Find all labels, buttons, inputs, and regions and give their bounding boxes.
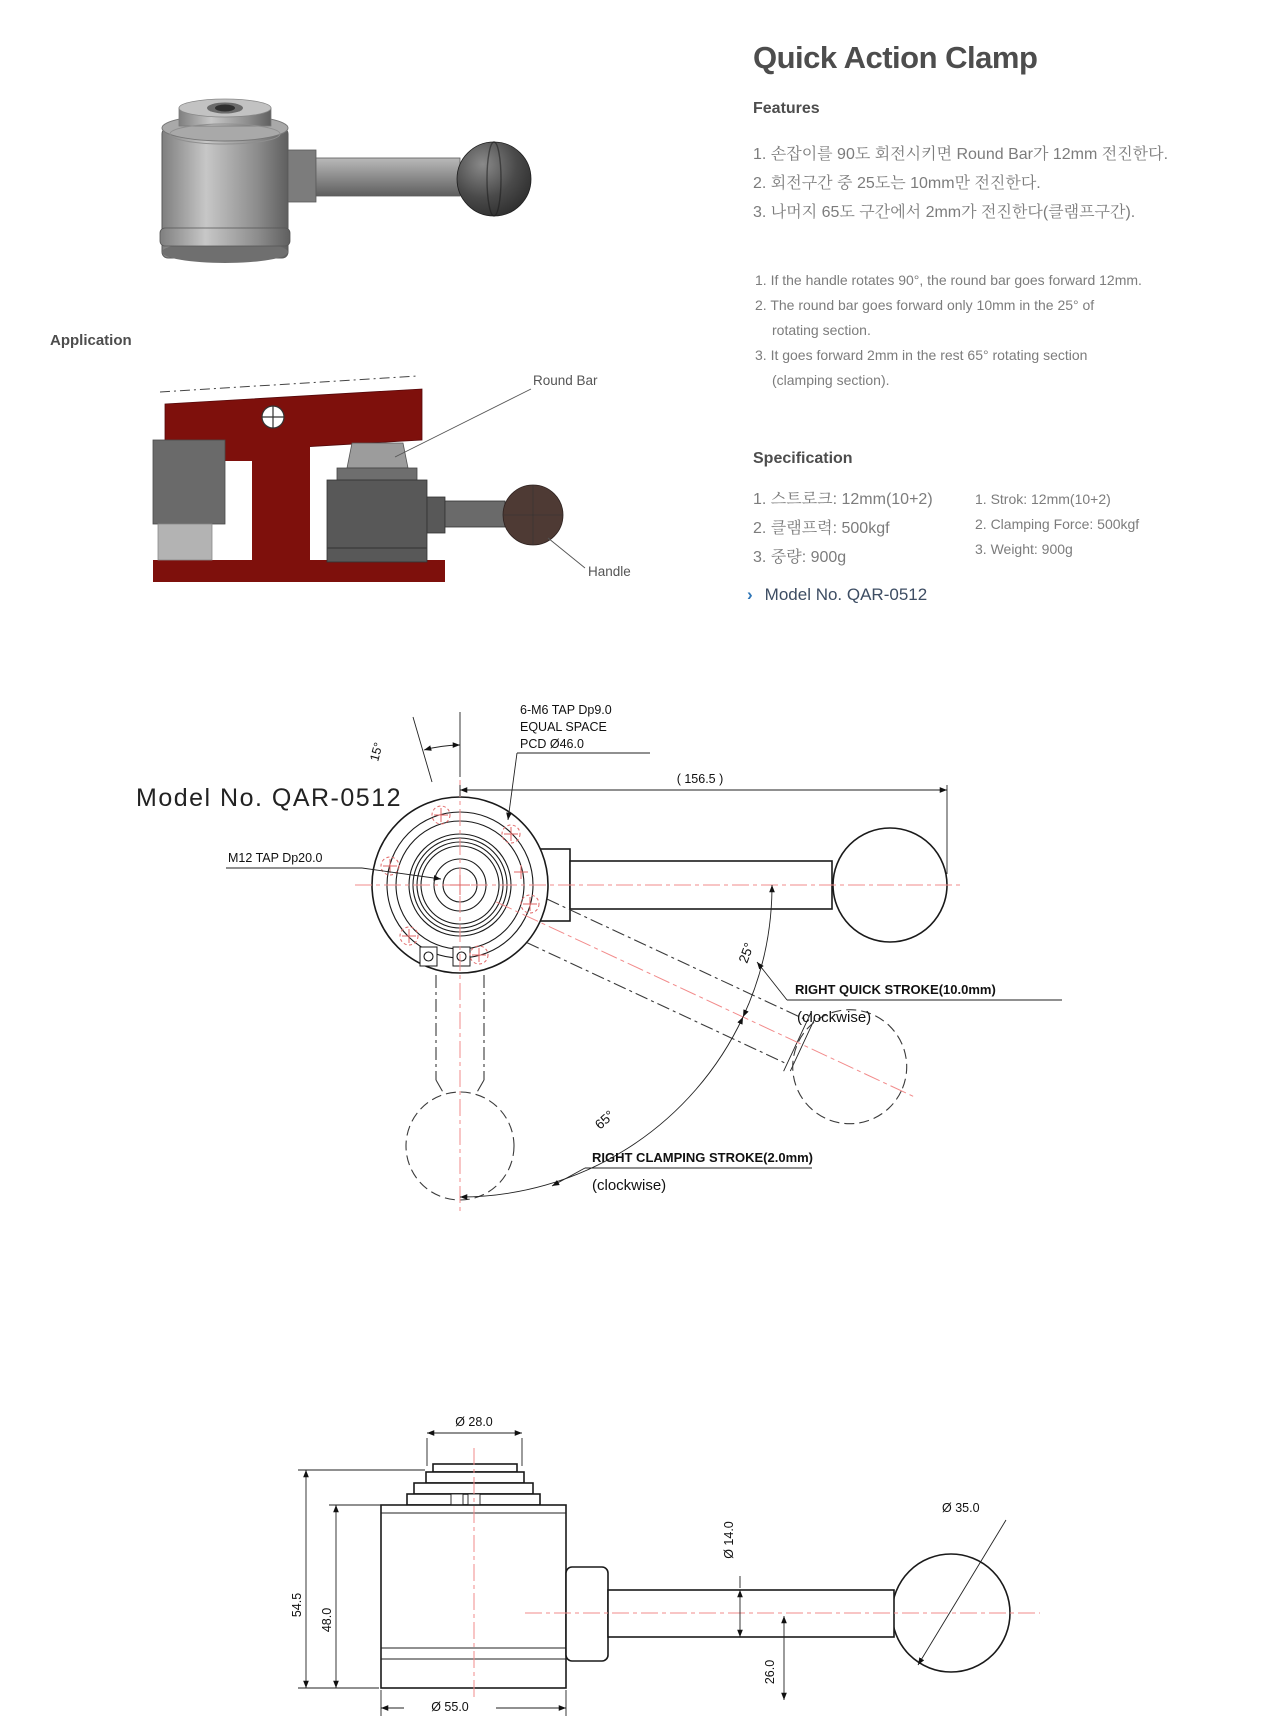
spec-korean-list [753,485,993,572]
clamping-stroke-callout [552,1150,813,1194]
side-view-drawing [0,1395,1285,1728]
quick-stroke-direction: (clockwise) [797,1009,872,1026]
workpiece-block [153,440,225,524]
dim-48-text: 48.0 [320,1607,334,1633]
tap-note-line3: PCD Ø46.0 [520,737,584,751]
dim-26-text: 26.0 [763,1659,777,1685]
clamp-cap [337,468,417,480]
angle-65-indicator [460,1017,743,1197]
clamp-body [327,480,427,562]
application-diagram [140,362,650,590]
model-number-row [747,585,927,605]
arm-open-position-line [160,376,418,392]
product-photo [150,95,550,280]
clamp-photo-neck [288,150,316,202]
feature-en-line: rotating section. [772,322,871,338]
clamping-stroke-direction: (clockwise) [592,1177,667,1194]
spec-kr-item: 1. 스트로크: 12mm(10+2) [753,491,933,508]
spec-en-item: 3. Weight: 900g [975,541,1073,557]
spec-en-item: 2. Clamping Force: 500kgf [975,516,1140,532]
handle-shaft [445,501,505,527]
clamping-stroke-text: RIGHT CLAMPING STROKE(2.0mm) [592,1150,814,1165]
angle-65-text: 65° [591,1107,618,1133]
clamp-photo-body [160,99,290,263]
application-heading: Application [50,332,132,349]
dim-dia35-text: Ø 35.0 [942,1501,980,1515]
drawing-model-no: Model No. QAR-0512 [136,784,403,812]
features-heading: Features [753,100,820,117]
quick-stroke-text: RIGHT QUICK STROKE(10.0mm) [795,982,996,997]
spec-en-item: 1. Strok: 12mm(10+2) [975,491,1111,507]
feature-en-line: 2. The round bar goes forward only 10mm in the 25° of [755,297,1095,313]
chevron-right-icon: › [747,585,753,604]
dim-dia55-text: Ø 55.0 [431,1700,469,1714]
side-connector-outline [566,1567,608,1661]
feature-kr-item: 3. 나머지 65도 구간에서 2mm가 전진한다(클램프구간). [753,204,1136,221]
spec-english-list [975,487,1205,562]
round-bar-label: Round Bar [533,373,598,388]
features-english-list [755,268,1185,393]
clamp-photo-handle-shaft [316,158,460,196]
clamp-photo-ball [457,142,531,216]
model-number-label: Model No. QAR-0512 [764,585,928,604]
tap-note-line2: EQUAL SPACE [520,720,607,734]
feature-kr-item: 1. 손잡이를 90도 회전시키면 Round Bar가 12mm 전진한다. [753,146,1169,163]
angle-15-indicator [367,712,460,782]
tap-note [508,703,650,820]
page-title: Quick Action Clamp [753,40,1038,75]
fixture-base [153,560,445,582]
spec-kr-item: 3. 중량: 900g [753,549,847,566]
handle-label: Handle [588,564,631,579]
pivot-cross-icon [262,406,284,428]
feature-en-line: 1. If the handle rotates 90°, the round bar goes forward 12mm. [755,272,1142,288]
dim-54-5-text: 54.5 [290,1592,304,1618]
spec-kr-item: 2. 클램프력: 500kgf [753,520,890,537]
angle-15-text: 15° [367,740,386,763]
top-view-drawing [0,630,1285,1230]
angle-25-text: 25° [735,940,757,966]
specification-heading: Specification [753,450,853,467]
m12-note-text: M12 TAP Dp20.0 [228,851,323,865]
quick-stroke-callout [757,962,1062,1026]
overall-dim-text: ( 156.5 ) [676,772,724,786]
feature-en-line: (clamping section). [772,372,890,388]
dim-dia14-text: Ø 14.0 [722,1521,736,1559]
features-korean-list [753,140,1193,227]
fixture-column [252,402,310,564]
handle-leader [548,538,585,568]
feature-kr-item: 2. 회전구간 중 25도는 10mm만 전진한다. [753,175,1041,192]
handle-connector [427,497,445,533]
dim-dia28-text: Ø 28.0 [455,1415,493,1429]
feature-en-line: 3. It goes forward 2mm in the rest 65° rotating section [755,347,1088,363]
workpiece-spacer [158,524,212,560]
tap-note-line1: 6-M6 TAP Dp9.0 [520,703,612,717]
